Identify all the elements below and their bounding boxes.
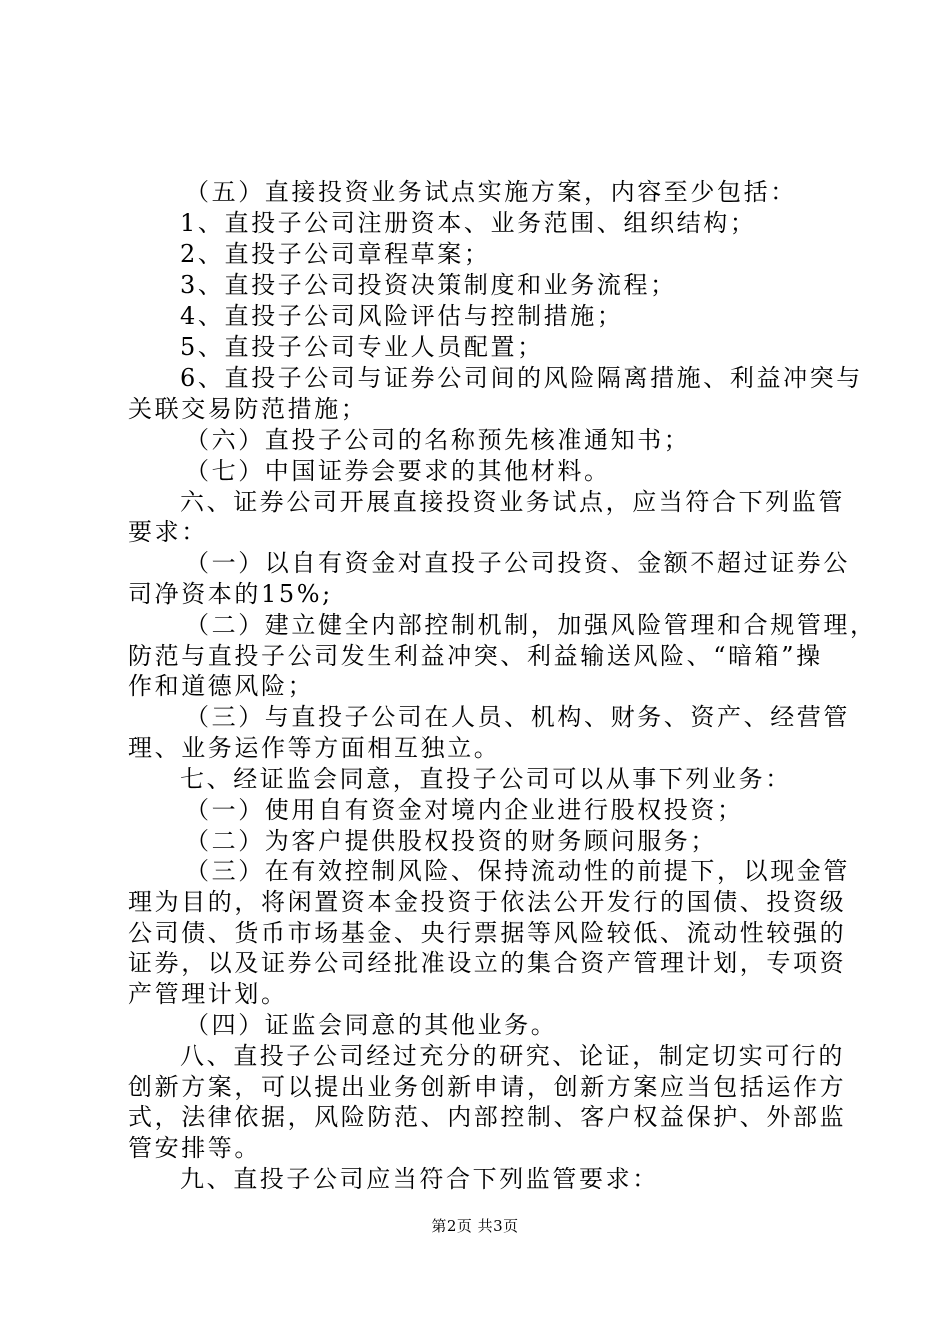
text-line: （七）中国证券会要求的其他材料。 (185, 457, 611, 485)
text-line: 防范与直投子公司发生利益冲突、利益输送风险、“暗箱”操 (128, 642, 823, 670)
text-line: 六、证券公司开展直接投资业务试点，应当符合下列监管 (180, 488, 845, 516)
text-line: 式，法律依据，风险防范、内部控制、客户权益保护、外部监 (128, 1103, 847, 1131)
text-line: 管安排等。 (128, 1134, 261, 1162)
text-line: （五）直接投资业务试点实施方案，内容至少包括： (185, 178, 797, 206)
text-line: 要求： (128, 518, 208, 546)
text-line: 4、直投子公司风险评估与控制措施； (180, 302, 624, 330)
text-line: 司净资本的15%; (128, 580, 333, 608)
text-line: 八、直投子公司经过充分的研究、论证，制定切实可行的 (180, 1042, 845, 1070)
text-line: 产管理计划。 (128, 980, 288, 1008)
text-line: （一）使用自有资金对境内企业进行股权投资； (185, 796, 744, 824)
text-line: （一）以自有资金对直投子公司投资、金额不超过证券公 (185, 549, 850, 577)
text-line: 2、直投子公司章程草案； (180, 240, 491, 268)
text-line: （二）为客户提供股权投资的财务顾问服务； (185, 827, 717, 855)
text-line: 3、直投子公司投资决策制度和业务流程； (180, 271, 677, 299)
text-line: （六）直投子公司的名称预先核准通知书； (185, 426, 691, 454)
page-number-footer: 第2页 共3页 (431, 1217, 519, 1235)
text-line: （四）证监会同意的其他业务。 (185, 1011, 558, 1039)
text-line: 关联交易防范措施； (128, 395, 368, 423)
text-line: 公司债、货币市场基金、央行票据等风险较低、流动性较强的 (128, 919, 847, 947)
text-line: 九、直投子公司应当符合下列监管要求： (180, 1165, 659, 1193)
text-line: （二）建立健全内部控制机制，加强风险管理和合规管理， (185, 611, 877, 639)
text-line: 证券，以及证券公司经批准设立的集合资产管理计划，专项资 (128, 949, 847, 977)
text-line: 5、直投子公司专业人员配置； (180, 333, 544, 361)
text-line: 创新方案，可以提出业务创新申请，创新方案应当包括运作方 (128, 1073, 847, 1101)
text-line: （三）在有效控制风险、保持流动性的前提下，以现金管 (185, 857, 850, 885)
text-line: 七、经证监会同意，直投子公司可以从事下列业务： (180, 765, 792, 793)
text-line: 作和道德风险； (128, 672, 315, 700)
text-line: 理为目的，将闲置资本金投资于依法公开发行的国债、投资级 (128, 888, 847, 916)
text-line: 6、直投子公司与证券公司间的风险隔离措施、利益冲突与 (180, 364, 863, 392)
text-line: 1、直投子公司注册资本、业务范围、组织结构； (180, 209, 757, 237)
text-line: 理、业务运作等方面相互独立。 (128, 734, 501, 762)
text-line: （三）与直投子公司在人员、机构、财务、资产、经营管 (185, 703, 850, 731)
